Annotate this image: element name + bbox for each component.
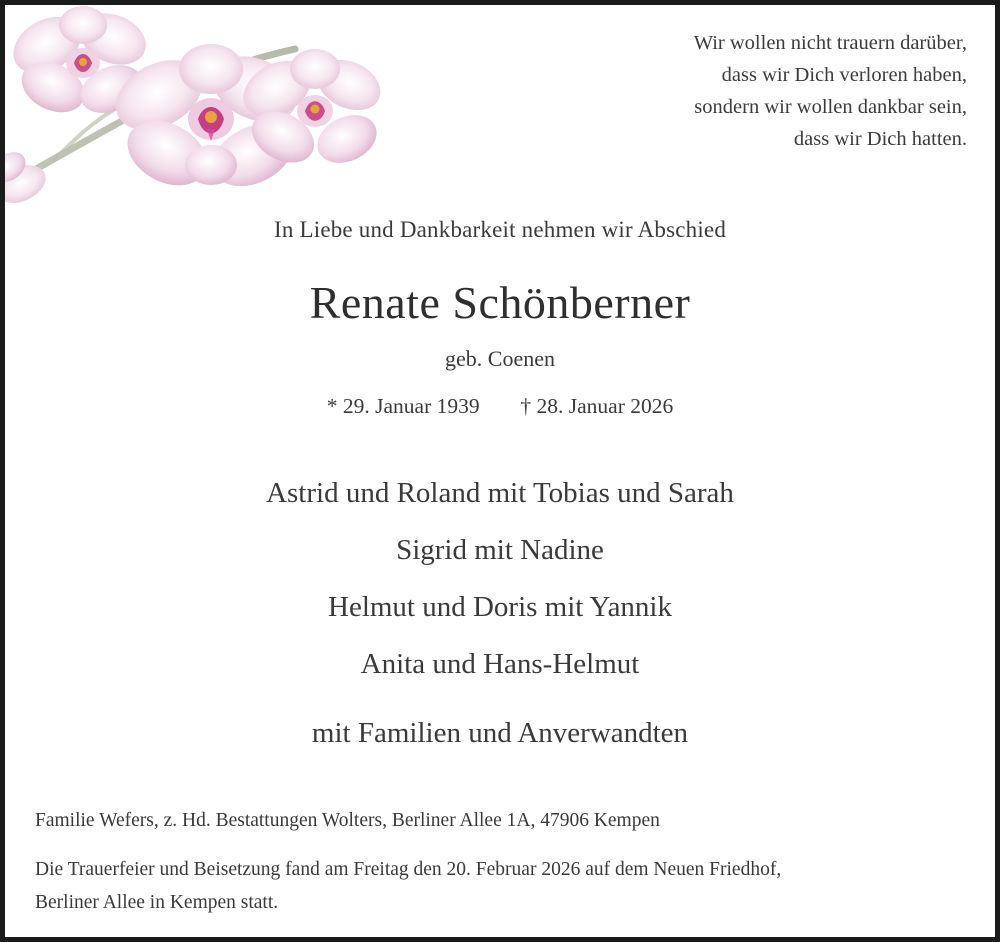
- poem-line-3: sondern wir wollen dankbar sein,: [694, 96, 967, 118]
- obituary-inner: [5, 5, 995, 937]
- mourner-line: mit Familien und Anverwandten: [311, 717, 689, 749]
- contact-address: Familie Wefers, z. Hd. Bestattungen Wolters, Berliner Allee 1A, 47906 Kempen: [35, 810, 660, 831]
- death-date: † 28. Januar 2026: [520, 394, 674, 418]
- life-dates: [5, 394, 995, 419]
- service-info-line-2: Berliner Allee in Kempen statt.: [35, 892, 279, 913]
- mourner-line: Anita und Hans-Helmut: [360, 648, 640, 680]
- service-info-line-1: Die Trauerfeier und Beisetzung fand am Freitag den 20. Februar 2026 auf dem Neuen Friedhof,: [35, 859, 782, 880]
- footer: [35, 804, 965, 919]
- poem-line-4: dass wir Dich hatten.: [793, 128, 967, 150]
- orchid-flowers-icon: [0, 0, 395, 214]
- deceased-name: Renate Schönberner: [309, 277, 691, 328]
- announcement: [5, 217, 995, 762]
- mourner-line: Astrid und Roland mit Tobias und Sarah: [266, 477, 734, 509]
- announcement-intro: In Liebe und Dankbarkeit nehmen wir Abschied: [273, 217, 727, 242]
- maiden-name: geb. Coenen: [445, 346, 555, 371]
- birth-date: * 29. Januar 1939: [326, 394, 480, 418]
- mourner-line: Sigrid mit Nadine: [396, 534, 604, 566]
- mourners-list: [5, 465, 995, 762]
- poem-line-1: Wir wollen nicht trauern darüber,: [693, 32, 967, 54]
- poem-line-2: dass wir Dich verloren haben,: [721, 64, 967, 86]
- poem: [694, 27, 967, 155]
- mourner-line: Helmut und Doris mit Yannik: [328, 591, 672, 623]
